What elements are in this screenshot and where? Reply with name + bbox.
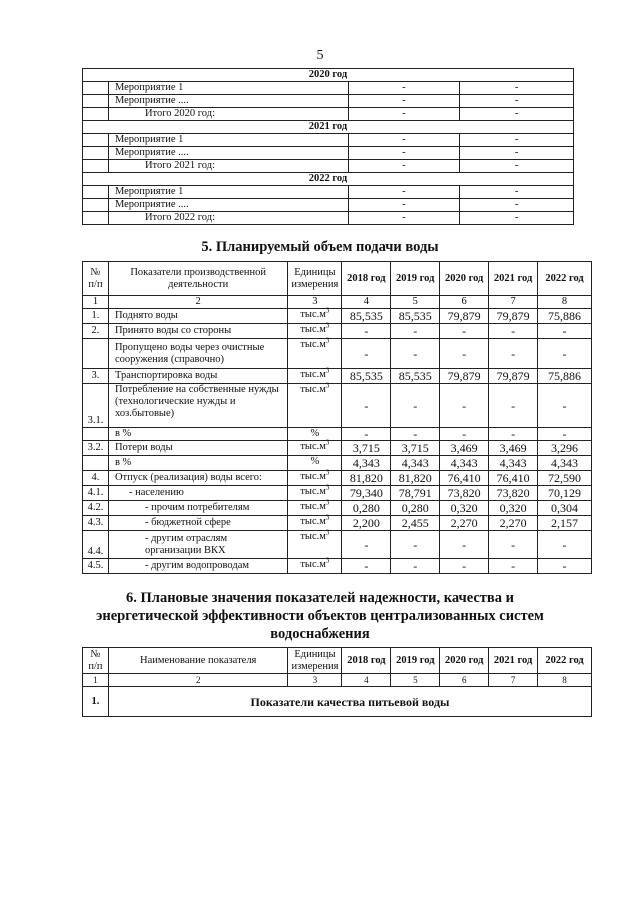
row-value: 4,343 — [538, 456, 592, 471]
row-num: 4.2. — [83, 501, 109, 516]
table-row — [83, 471, 592, 486]
col-2021-header: 2021 год — [489, 262, 538, 296]
row-label: Мероприятие 1 — [108, 186, 348, 199]
year-label: 2020 год — [83, 69, 574, 82]
col-2018-header: 2018 год — [342, 648, 391, 674]
row-value: - — [460, 186, 574, 199]
unit-power: 3 — [325, 528, 330, 537]
table-row — [83, 212, 574, 225]
table-row — [83, 531, 592, 559]
row-value: - — [489, 559, 538, 574]
col-unit-header: Единицы измерения — [288, 262, 342, 296]
table-row — [83, 199, 574, 212]
row-value: - — [460, 95, 574, 108]
unit-prefix: тыс.м — [300, 531, 326, 542]
row-value: 85,535 — [342, 309, 391, 324]
row-blank — [83, 199, 109, 212]
unit-prefix: тыс.м — [300, 516, 326, 527]
col-number: 8 — [538, 296, 592, 309]
row-value: - — [342, 339, 391, 369]
col-number: 3 — [288, 674, 342, 687]
row-num: 3.2. — [83, 441, 109, 456]
row-value: 2,157 — [538, 516, 592, 531]
row-value: - — [391, 384, 440, 428]
row-value: - — [538, 428, 592, 441]
row-value: 70,129 — [538, 486, 592, 501]
col-unit-header: Единицы измерения — [288, 648, 342, 674]
row-value: - — [391, 339, 440, 369]
col-2019-header: 2019 год — [391, 648, 440, 674]
table-row — [83, 501, 592, 516]
unit-power: 3 — [325, 306, 330, 315]
unit-prefix: тыс.м — [300, 309, 326, 320]
unit-power: 3 — [325, 336, 330, 345]
year-label: 2021 год — [83, 121, 574, 134]
unit-power: 3 — [325, 513, 330, 522]
row-value: 4,343 — [391, 456, 440, 471]
row-num: 1. — [83, 687, 109, 717]
row-value: 0,304 — [538, 501, 592, 516]
year-header-row — [83, 121, 574, 134]
row-label: в % — [108, 456, 287, 471]
row-value: 73,820 — [440, 486, 489, 501]
col-number: 7 — [489, 674, 538, 687]
row-blank — [83, 95, 109, 108]
year-header-row — [83, 173, 574, 186]
row-value: - — [440, 384, 489, 428]
unit-power: 3 — [325, 556, 330, 565]
row-label: Транспортировка воды — [108, 369, 287, 384]
col-number: 8 — [538, 674, 592, 687]
unit-prefix: тыс.м — [300, 339, 326, 350]
row-value: 75,886 — [538, 369, 592, 384]
row-num: 4.5. — [83, 559, 109, 574]
row-value: 85,535 — [342, 369, 391, 384]
row-value: 3,469 — [440, 441, 489, 456]
row-value: - — [348, 199, 460, 212]
col-num-header: № п/п — [83, 648, 109, 674]
table-row — [83, 516, 592, 531]
col-number: 4 — [342, 296, 391, 309]
row-label: Потребление на собственные нужды (технологические нужды и хоз.бытовые) — [108, 384, 287, 428]
table-row — [83, 486, 592, 501]
row-value: - — [440, 324, 489, 339]
row-num: 4.4. — [83, 531, 109, 559]
row-value: - — [460, 147, 574, 160]
table-row — [83, 160, 574, 173]
row-value: - — [538, 339, 592, 369]
row-unit: % — [288, 428, 342, 441]
row-value: 79,879 — [440, 309, 489, 324]
row-blank — [83, 108, 109, 121]
table-row — [83, 108, 574, 121]
col-number: 1 — [83, 296, 109, 309]
unit-prefix: тыс.м — [300, 559, 326, 570]
col-2019-header: 2019 год — [391, 262, 440, 296]
row-value: - — [538, 324, 592, 339]
row-value: 3,715 — [391, 441, 440, 456]
row-num: 1. — [83, 309, 109, 324]
unit-prefix: тыс.м — [300, 384, 326, 395]
row-value: 73,820 — [489, 486, 538, 501]
row-value: 0,280 — [342, 501, 391, 516]
row-value: - — [538, 559, 592, 574]
water-supply-table — [82, 261, 592, 574]
row-value: - — [440, 339, 489, 369]
table-row — [83, 441, 592, 456]
table-row — [83, 82, 574, 95]
unit-power: 3 — [325, 366, 330, 375]
row-unit — [288, 528, 342, 559]
row-value: 2,270 — [440, 516, 489, 531]
table-header-row — [83, 262, 592, 296]
section5-title: 5. Планируемый объем подачи воды — [201, 239, 439, 255]
row-value: 3,715 — [342, 441, 391, 456]
table-row — [83, 309, 592, 324]
row-value: - — [348, 134, 460, 147]
row-value: - — [342, 324, 391, 339]
col-2018-header: 2018 год — [342, 262, 391, 296]
row-blank — [83, 147, 109, 160]
year-header-row — [83, 69, 574, 82]
row-unit — [288, 321, 342, 339]
section6-title-line1: 6. Плановые значения показателей надежности, качества и — [126, 590, 514, 606]
col-2021-header: 2021 год — [489, 648, 538, 674]
row-value: 79,879 — [440, 369, 489, 384]
row-num: 4.1. — [83, 486, 109, 501]
row-label: Принято воды со стороны — [108, 324, 287, 339]
row-value: 75,886 — [538, 309, 592, 324]
row-num: 3.1. — [83, 384, 109, 428]
row-value: 0,320 — [440, 501, 489, 516]
section6-title-line2: энергетической эффективности объектов централизованных систем — [96, 608, 544, 624]
col-number: 1 — [83, 674, 109, 687]
table-row — [83, 384, 592, 428]
unit-power: 3 — [325, 468, 330, 477]
row-value: - — [489, 384, 538, 428]
row-label: Мероприятие .... — [108, 199, 348, 212]
row-unit — [288, 556, 342, 574]
row-blank — [83, 82, 109, 95]
unit-prefix: тыс.м — [300, 486, 326, 497]
row-unit — [288, 306, 342, 324]
row-value: 2,270 — [489, 516, 538, 531]
row-value: 81,820 — [391, 471, 440, 486]
row-value: - — [348, 186, 460, 199]
row-value: - — [489, 339, 538, 369]
row-label: - прочим потребителям — [108, 501, 287, 516]
col-indicator-header: Показатели производственной деятельности — [108, 262, 287, 296]
col-2022-header: 2022 год — [538, 648, 592, 674]
row-label: Мероприятие .... — [108, 95, 348, 108]
row-value: - — [489, 531, 538, 559]
row-value: 79,879 — [489, 369, 538, 384]
table-row — [83, 456, 592, 471]
row-value: - — [538, 531, 592, 559]
col-number: 7 — [489, 296, 538, 309]
row-value: 4,343 — [440, 456, 489, 471]
row-label: Поднято воды — [108, 309, 287, 324]
row-value: - — [440, 428, 489, 441]
col-number-row — [83, 674, 592, 687]
table-row — [83, 186, 574, 199]
unit-power: 3 — [325, 321, 330, 330]
table-row — [83, 147, 574, 160]
col-number: 2 — [108, 674, 288, 687]
row-num — [83, 428, 109, 441]
row-value: 76,410 — [440, 471, 489, 486]
col-number: 5 — [391, 674, 440, 687]
col-number: 3 — [288, 296, 342, 309]
row-label: Итого 2020 год: — [108, 108, 348, 121]
row-value: 79,340 — [342, 486, 391, 501]
col-number: 6 — [440, 296, 489, 309]
row-value: - — [342, 531, 391, 559]
row-num — [83, 456, 109, 471]
row-value: - — [460, 82, 574, 95]
row-blank — [83, 134, 109, 147]
unit-power: 3 — [325, 381, 330, 390]
unit-prefix: тыс.м — [300, 441, 326, 452]
row-value: - — [460, 199, 574, 212]
col-2022-header: 2022 год — [538, 262, 592, 296]
row-num: 2. — [83, 324, 109, 339]
row-unit — [288, 381, 342, 428]
reliability-table — [82, 647, 592, 717]
row-num: 3. — [83, 369, 109, 384]
unit-prefix: тыс.м — [300, 471, 326, 482]
table-row — [83, 687, 592, 717]
unit-power: 3 — [325, 483, 330, 492]
year-label: 2022 год — [83, 173, 574, 186]
row-value: 4,343 — [489, 456, 538, 471]
row-value: - — [342, 559, 391, 574]
row-value: 79,879 — [489, 309, 538, 324]
table-row — [83, 339, 592, 369]
row-unit — [288, 498, 342, 516]
row-label: - населению — [108, 486, 287, 501]
row-value: - — [342, 384, 391, 428]
col-2020-header: 2020 год — [440, 262, 489, 296]
unit-power: 3 — [325, 438, 330, 447]
unit-prefix: тыс.м — [300, 369, 326, 380]
table-row — [83, 95, 574, 108]
row-value: 2,200 — [342, 516, 391, 531]
table-row — [83, 559, 592, 574]
row-label: - другим водопроводам — [108, 559, 287, 574]
row-label: Мероприятие 1 — [108, 82, 348, 95]
row-label: Мероприятие .... — [108, 147, 348, 160]
row-unit — [288, 483, 342, 501]
row-section-heading: Показатели качества питьевой воды — [108, 687, 591, 717]
row-value: - — [489, 324, 538, 339]
col-number: 6 — [440, 674, 489, 687]
row-value: - — [391, 428, 440, 441]
row-value: 76,410 — [489, 471, 538, 486]
col-number: 2 — [108, 296, 287, 309]
table-header-row — [83, 648, 592, 674]
row-value: 85,535 — [391, 369, 440, 384]
row-value: - — [460, 108, 574, 121]
unit-power: 3 — [325, 498, 330, 507]
row-label: Потери воды — [108, 441, 287, 456]
row-unit — [288, 336, 342, 369]
row-value: - — [440, 531, 489, 559]
row-unit — [288, 438, 342, 456]
col-2020-header: 2020 год — [440, 648, 489, 674]
table-row — [83, 428, 592, 441]
row-value: 4,343 — [342, 456, 391, 471]
row-value: - — [460, 160, 574, 173]
row-value: - — [489, 428, 538, 441]
row-label: в % — [108, 428, 287, 441]
row-value: - — [342, 428, 391, 441]
row-value: 0,280 — [391, 501, 440, 516]
col-indicator-header: Наименование показателя — [108, 648, 288, 674]
row-value: - — [348, 212, 460, 225]
table-row — [83, 134, 574, 147]
row-blank — [83, 212, 109, 225]
col-number: 5 — [391, 296, 440, 309]
table-row — [83, 324, 592, 339]
row-value: - — [348, 82, 460, 95]
row-blank — [83, 160, 109, 173]
col-num-header: № п/п — [83, 262, 109, 296]
row-label: Итого 2021 год: — [108, 160, 348, 173]
row-value: - — [460, 212, 574, 225]
row-value: - — [538, 384, 592, 428]
row-value: 81,820 — [342, 471, 391, 486]
row-label: - другим отраслям организации ВКХ — [108, 531, 287, 559]
row-num — [83, 339, 109, 369]
page-number: 5 — [316, 48, 324, 63]
row-label: Итого 2022 год: — [108, 212, 348, 225]
unit-prefix: тыс.м — [300, 324, 326, 335]
row-value: 0,320 — [489, 501, 538, 516]
row-value: - — [348, 160, 460, 173]
row-value: - — [391, 559, 440, 574]
row-unit — [288, 513, 342, 531]
section6-title-line3: водоснабжения — [270, 626, 370, 642]
row-label: Отпуск (реализация) воды всего: — [108, 471, 287, 486]
row-value: 85,535 — [391, 309, 440, 324]
events-table — [82, 68, 574, 225]
row-unit — [288, 366, 342, 384]
col-number-row — [83, 296, 592, 309]
row-value: 78,791 — [391, 486, 440, 501]
row-unit: % — [288, 456, 342, 471]
row-value: - — [440, 559, 489, 574]
row-value: - — [348, 95, 460, 108]
row-unit — [288, 468, 342, 486]
row-value: - — [348, 147, 460, 160]
row-label: Пропущено воды через очистные сооружения (справочно) — [108, 339, 287, 369]
row-value: 72,590 — [538, 471, 592, 486]
row-num: 4. — [83, 471, 109, 486]
row-value: - — [391, 324, 440, 339]
row-value: - — [391, 531, 440, 559]
table-row — [83, 369, 592, 384]
unit-prefix: тыс.м — [300, 501, 326, 512]
row-num: 4.3. — [83, 516, 109, 531]
row-label: - бюджетной сфере — [108, 516, 287, 531]
row-value: - — [460, 134, 574, 147]
row-value: - — [348, 108, 460, 121]
row-value: 2,455 — [391, 516, 440, 531]
row-label: Мероприятие 1 — [108, 134, 348, 147]
row-value: 3,469 — [489, 441, 538, 456]
col-number: 4 — [342, 674, 391, 687]
row-value: 3,296 — [538, 441, 592, 456]
row-blank — [83, 186, 109, 199]
